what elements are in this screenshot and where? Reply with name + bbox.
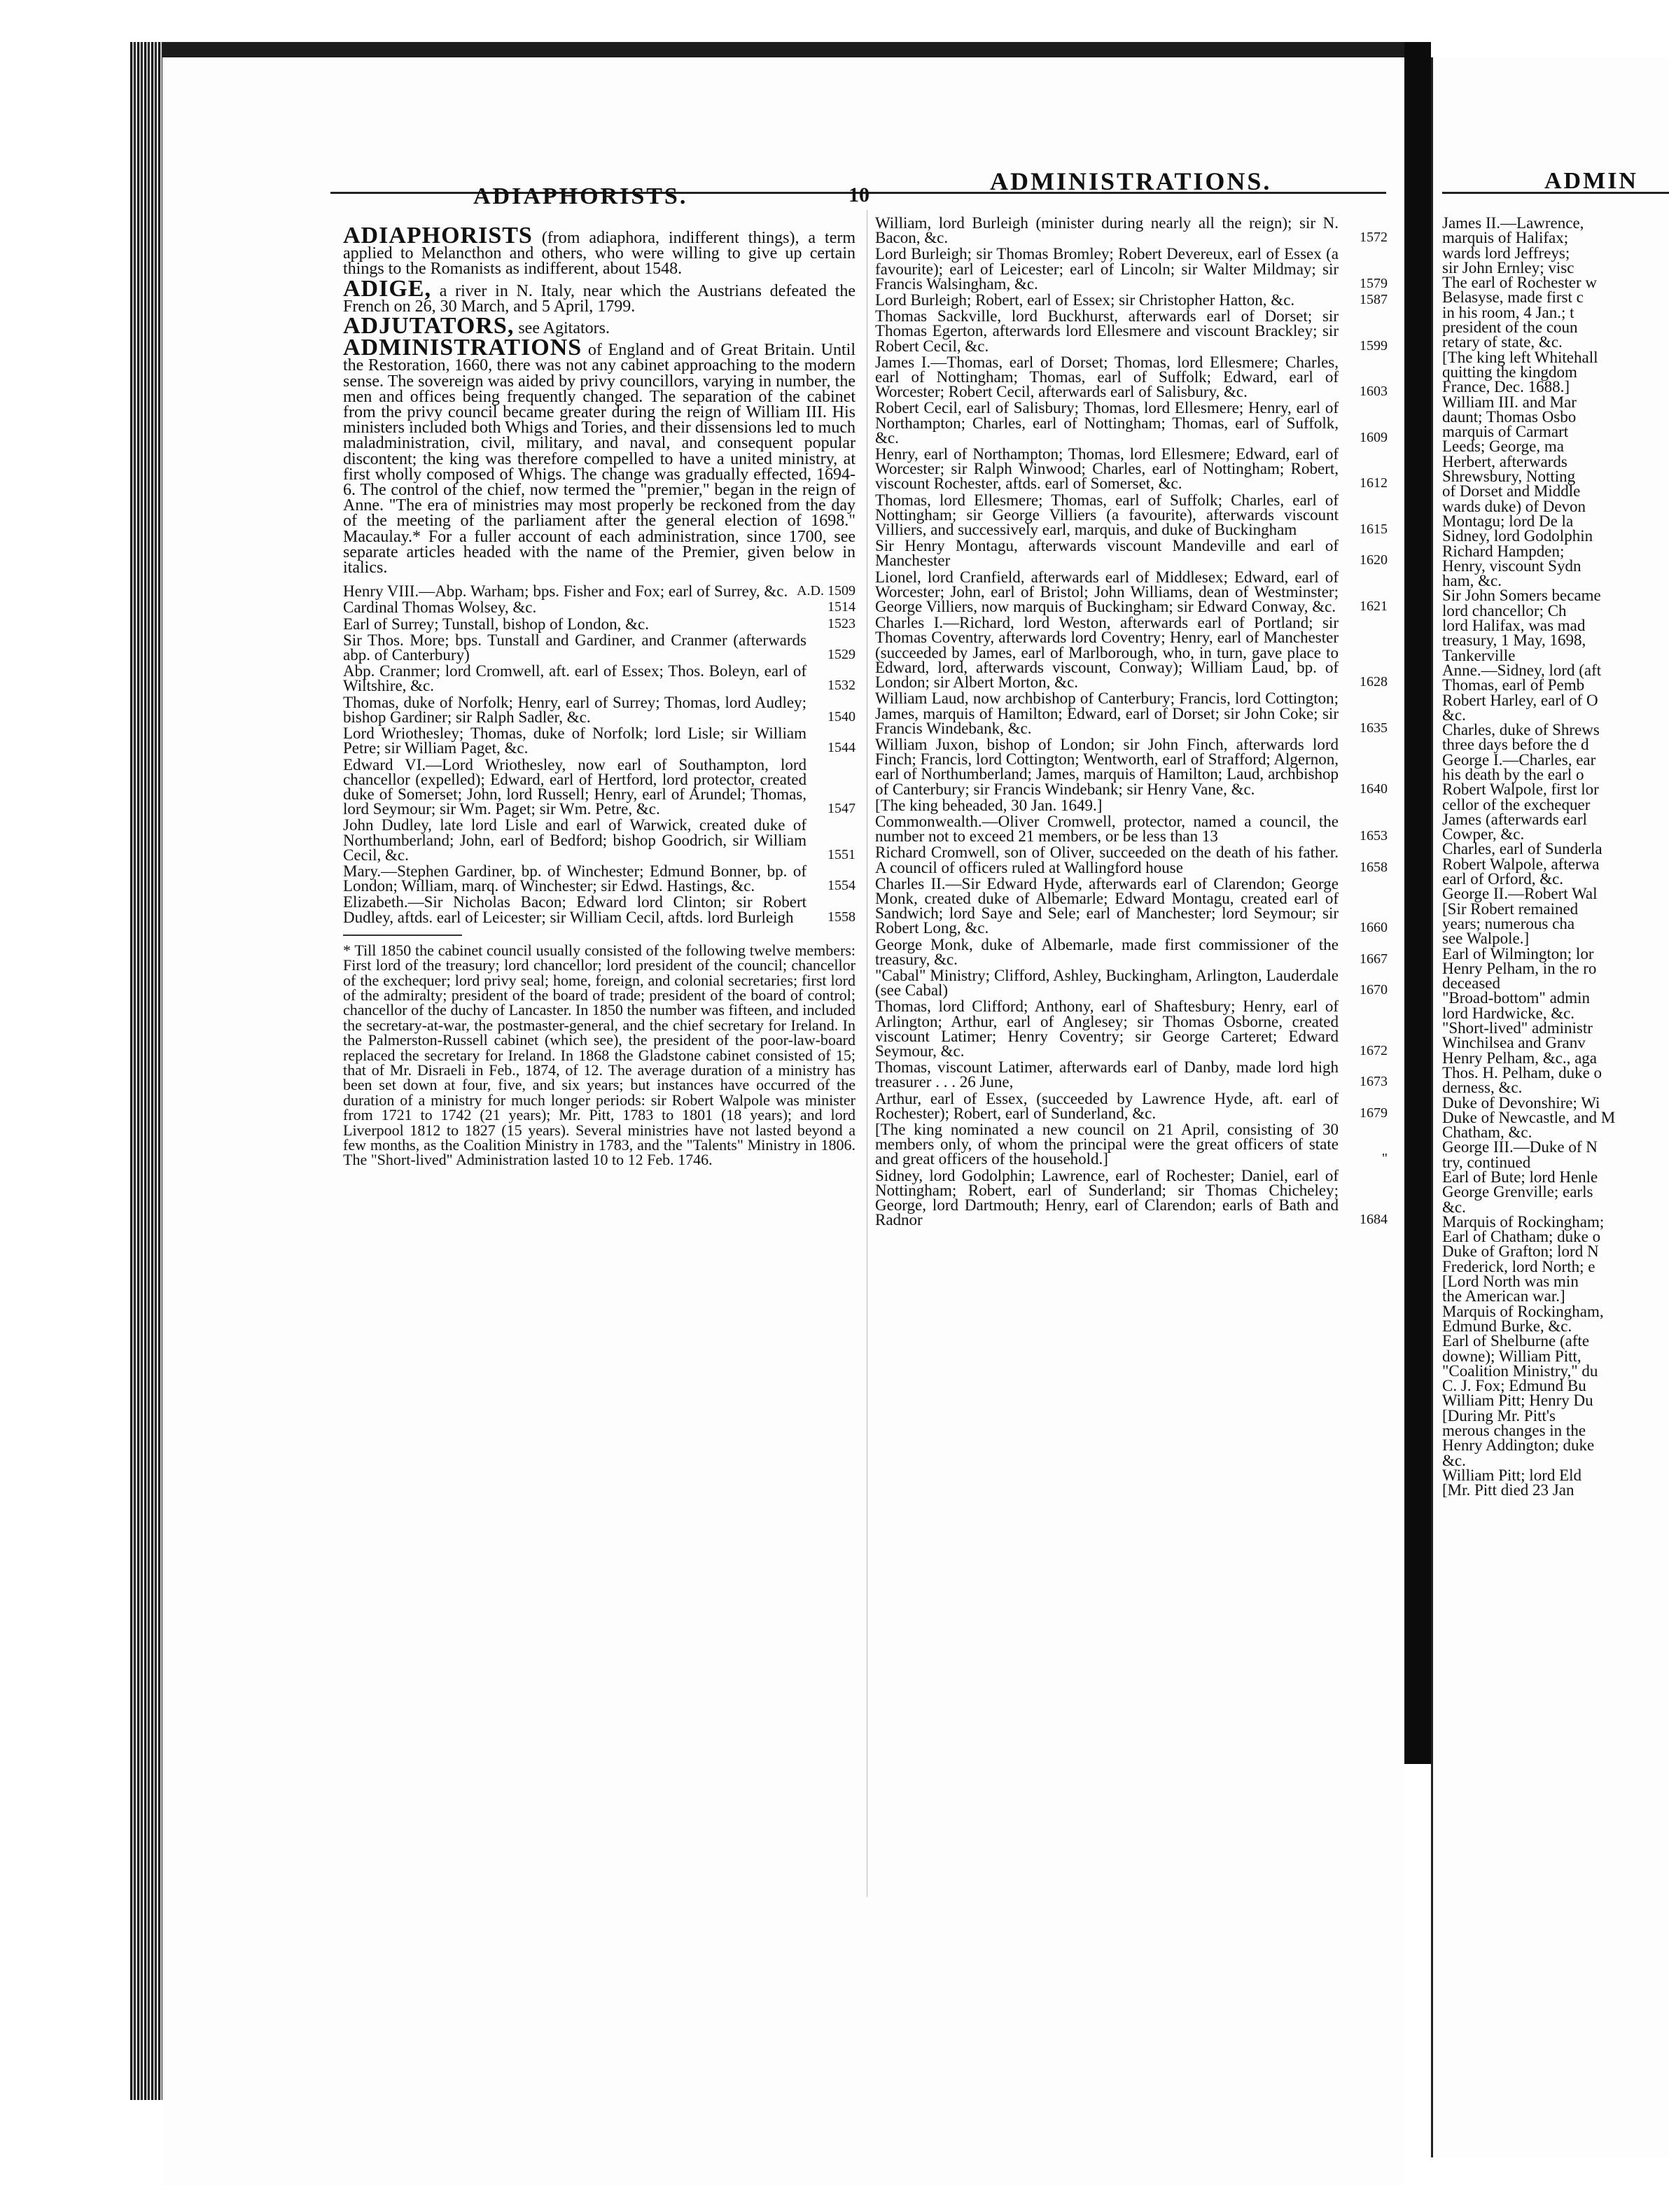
page-number: 10 <box>849 183 870 206</box>
entry-text: (from adiaphora, indifferent things), a term applied to Melancthon and others, who were willing to give up certain things to the Romanists as indifferent, about 1548. <box>343 229 856 279</box>
entry-text: Commonwealth.—Oliver Cromwell, protector, named a council, the number not to exceed 21 members, or be less than 13 <box>875 812 1339 846</box>
list-item <box>875 216 1388 245</box>
entry-year: 1640 <box>1360 780 1388 797</box>
list-item <box>875 615 1388 690</box>
fragment-line: Thos. H. Pelham, duke o <box>1442 1063 1602 1082</box>
fragment-line: Leeds; George, ma <box>1442 438 1564 456</box>
entry-text: Sir Thos. More; bps. Tunstall and Gardiner, and Cranmer (afterwards abp. of Canterbury) <box>343 631 806 664</box>
fragment-line: Edmund Burke, &c. <box>1442 1317 1572 1335</box>
fragment-line: Henry Addington; duke <box>1442 1436 1595 1455</box>
entry-year: 1672 <box>1360 1042 1388 1058</box>
fragment-line: [Sir Robert remained <box>1442 899 1579 918</box>
entry-headword: ADIGE, <box>343 275 431 302</box>
entry-year: 1667 <box>1360 951 1388 967</box>
fragment-line: his death by the earl o <box>1442 765 1584 783</box>
list-item <box>875 798 1388 813</box>
entry-year: 1615 <box>1360 522 1388 538</box>
entry-headword: ADMINISTRATIONS <box>343 335 582 361</box>
list-item <box>875 538 1388 568</box>
entry-text: Sir Henry Montagu, afterwards viscount Mandeville and earl of Manchester <box>875 537 1339 570</box>
list-item <box>875 1168 1388 1228</box>
entry-text: Henry VIII.—Abp. Warham; bps. Fisher and Fox; earl of Surrey, &c. <box>343 582 788 601</box>
fragment-line: Duke of Devonshire; Wi <box>1442 1093 1600 1112</box>
fragment-line: cellor of the exchequer <box>1442 795 1591 813</box>
entry-year: 1621 <box>1360 598 1388 615</box>
entry-text: Arthur, earl of Essex, (succeeded by Lawrence Hyde, aft. earl of Rochester); Robert, earl of Sunderland, &c. <box>875 1089 1339 1122</box>
left-paragraph <box>343 223 856 279</box>
fragment-line: Earl of Shelburne (afte <box>1442 1332 1590 1350</box>
fragment-line: William III. and Mar <box>1442 393 1577 411</box>
entry-text: William Laud, now archbishop of Canterbury; Francis, lord Cottington; James, marquis of Hamilton; Edward, earl of Dorset; sir John Coke; sir Francis Windebank, &c. <box>875 690 1339 737</box>
fragment-line: Shrewsbury, Notting <box>1442 468 1576 486</box>
fragment-line: lord Hardwicke, &c. <box>1442 1004 1575 1022</box>
fragment-line: marquis of Halifax; <box>1442 229 1569 247</box>
entry-year: 1532 <box>827 678 856 694</box>
list-item <box>875 876 1388 936</box>
fragment-line: marquis of Carmart <box>1442 423 1569 441</box>
entry-year: 1653 <box>1360 828 1388 844</box>
entry-text: Robert Cecil, earl of Salisbury; Thomas, lord Ellesmere; Henry, earl of Northampton; Charles, earl of Nottingham; Thomas, earl of Suffolk, &c. <box>875 399 1339 447</box>
entry-text: Elizabeth.—Sir Nicholas Bacon; Edward lord Clinton; sir Robert Dudley, aftds. earl of Leicester; sir William Cecil, aftds. lord Burleigh <box>343 893 806 926</box>
list-item <box>875 570 1388 615</box>
entry-year: 1523 <box>827 615 856 631</box>
list-item <box>875 246 1388 291</box>
fragment-line: The earl of Rochester w <box>1442 274 1597 292</box>
fragment-line: [Lord North was min <box>1442 1273 1579 1291</box>
fragment-line: merous changes in the <box>1442 1422 1586 1440</box>
fragment-line: Thomas, earl of Pemb <box>1442 676 1585 694</box>
list-item <box>343 695 856 724</box>
list-item <box>343 864 856 893</box>
footnote: * Till 1850 the cabinet council usually consisted of the following twelve members: First lord of the treasury; lord chancellor; lord president of the council; chancellor of the exchequer; lord privy seal; home, foreign, and colonial secretaries; first lord of the admiralty; president of the board of trade; president of the board of control; chancellor of the duchy of Lancaster. In 1850 the number was fifteen, and included the secretary-at-war, the postmaster-general, and the chief secretary for Ireland. In the Palmerston-Russell cabinet (which see), the president of the poor-law-board replaced the secretary for Ireland. In 1868 the Gladstone cabinet consisted of 15; that of Mr. Disraeli in Feb., 1874, of 12. The average duration of a ministry has been set down at four, five, and six years; but instances have occurred of the duration of a ministry for much longer periods: sir Robert Walpole was minister from 1721 to 1742 (21 years); Mr. Pitt, 1783 to 1801 (18 years); and lord Liverpool 1812 to 1827 (15 years). Several ministries have not lasted beyond a few months, as the Coalition Ministry in 1783, and the "Talents" Ministry in 1806. The "Short-lived" Administration lasted 10 to 12 Feb. 1746. <box>343 941 856 1169</box>
fragment-line: Chatham, &c. <box>1442 1124 1532 1142</box>
fragment-line: Robert Walpole, afterwa <box>1442 855 1600 873</box>
entry-year: 1579 <box>1360 275 1388 291</box>
entry-year: 1551 <box>827 846 856 862</box>
fragment-line: Marquis of Rockingham; <box>1442 1212 1605 1231</box>
fragment-line: three days before the d <box>1442 736 1589 754</box>
fragment-line: derness, &c. <box>1442 1079 1523 1097</box>
entry-year: 1529 <box>827 647 856 663</box>
entry-year: A.D. 1509 <box>797 583 856 599</box>
fragment-line: William Pitt; Henry Du <box>1442 1392 1593 1410</box>
fragment-line: "Broad-bottom" admin <box>1442 989 1591 1007</box>
fragment-line: [Mr. Pitt died 23 Jan <box>1442 1481 1574 1499</box>
list-item <box>875 814 1388 844</box>
list-item <box>343 617 856 631</box>
fragment-line: Robert Harley, earl of O <box>1442 691 1598 709</box>
fragment-line: [During Mr. Pitt's <box>1442 1406 1556 1424</box>
list-item <box>343 818 856 862</box>
fragment-line: try, continued <box>1442 1153 1531 1171</box>
fragment-line: wards lord Jeffreys; <box>1442 244 1570 262</box>
list-item <box>343 582 856 601</box>
list-item <box>875 1122 1388 1167</box>
list-item <box>875 355 1388 400</box>
running-head-center: ADMINISTRATIONS. <box>990 167 1272 195</box>
entry-year: 1599 <box>1360 337 1388 354</box>
entry-year: 1620 <box>1360 552 1388 568</box>
entry-text: William, lord Burleigh (minister during nearly all the reign); sir N. Bacon, &c. <box>875 214 1339 247</box>
entry-text: Lord Burleigh; Robert, earl of Essex; sir Christopher Hatton, &c. <box>875 291 1295 309</box>
entry-year: 1684 <box>1360 1212 1388 1228</box>
fragment-line: Earl of Wilmington; lor <box>1442 944 1594 962</box>
list-item <box>343 726 856 755</box>
entry-text: Thomas, viscount Latimer, afterwards earl of Danby, made lord high treasurer . . . 26 June, <box>875 1058 1339 1091</box>
list-item <box>875 400 1388 445</box>
fragment-line: years; numerous cha <box>1442 914 1575 932</box>
middle-column <box>875 214 1388 1227</box>
entry-year: 1572 <box>1360 230 1388 246</box>
entry-year: 1544 <box>827 740 856 756</box>
entry-text: James I.—Thomas, earl of Dorset; Thomas, lord Ellesmere; Charles, earl of Nottingham; Thomas, earl of Suffolk; Edward, earl of Worcester; Robert Cecil, afterwards earl of Salisbury, &c. <box>875 353 1339 401</box>
book-top-edge <box>130 42 1404 57</box>
list-item <box>875 493 1388 538</box>
entry-text: Thomas, lord Ellesmere; Thomas, earl of Suffolk; Charles, earl of Nottingham; sir George Villiers (a favourite), afterwards viscount Villiers, and successively earl, marquis, and duke of Buckingham <box>875 491 1339 539</box>
entry-text: Charles I.—Richard, lord Weston, afterwards earl of Portland; sir Thomas Coventry, afterwards lord Coventry; Henry, earl of Manchester (succeeded by James, earl of Marlborough, who, in turn, gave place to Edward, lord, afterwards viscount, Conway); William Laud, bp. of London; sir Albert Morton, &c. <box>875 614 1339 692</box>
running-head-right: ADMIN <box>1544 168 1638 194</box>
entry-text: Thomas, duke of Norfolk; Henry, earl of Surrey; Thomas, lord Audley; bishop Gardiner; sir Ralph Sadler, &c. <box>343 693 806 726</box>
entry-headword: ADIAPHORISTS <box>343 223 533 248</box>
entry-text: Thomas Sackville, lord Buckhurst, afterwards earl of Dorset; sir Thomas Egerton, afterwards lord Ellesmere and viscount Brackley; sir Robert Cecil, &c. <box>875 307 1339 355</box>
fragment-line: William Pitt; lord Eld <box>1442 1466 1582 1484</box>
fragment-line: ham, &c. <box>1442 572 1502 590</box>
entry-year: 1603 <box>1360 384 1388 400</box>
left-entries <box>343 584 856 924</box>
list-item <box>875 966 1388 1000</box>
fragment-line: Montagu; lord De la <box>1442 512 1574 530</box>
list-item <box>875 845 1388 874</box>
list-item <box>343 633 856 662</box>
entry-year: 1554 <box>827 878 856 894</box>
fragment-line: lord Halifax, was mad <box>1442 617 1586 635</box>
fragment-line: Robert Walpole, first lor <box>1442 780 1599 799</box>
list-item <box>875 1060 1388 1089</box>
fragment-line: earl of Orford, &c. <box>1442 870 1564 888</box>
entry-text: Earl of Surrey; Tunstall, bishop of London, &c. <box>343 615 649 633</box>
entry-year: 1635 <box>1360 720 1388 736</box>
entry-text: Abp. Cranmer; lord Cromwell, aft. earl of Essex; Thos. Boleyn, earl of Wiltshire, &c. <box>343 662 806 695</box>
fragment-line: Earl of Bute; lord Henle <box>1442 1168 1598 1186</box>
entry-year: " <box>1381 1151 1388 1167</box>
fragment-line: Tankerville <box>1442 646 1516 664</box>
entry-text: see Agitators. <box>518 319 610 338</box>
fragment-line: &c. <box>1442 1198 1466 1216</box>
entry-text: Lionel, lord Cranfield, afterwards earl of Middlesex; Edward, earl of Worcester; John, earl of Bristol; John Williams, dean of Westminster; George Villiers, now marquis of Buckingham; sir Edward Conway, &c. <box>875 568 1339 616</box>
fragment-line: Marquis of Rockingham, <box>1442 1302 1604 1320</box>
entry-year: 1514 <box>827 599 856 615</box>
fragment-line: Henry Pelham, &c., aga <box>1442 1049 1597 1067</box>
fragment-line: Winchilsea and Granv <box>1442 1034 1586 1052</box>
fragment-line: Duke of Grafton; lord N <box>1442 1242 1599 1261</box>
fragment-line: Henry Pelham, in the ro <box>1442 959 1597 977</box>
fragment-line: George III.—Duke of N <box>1442 1138 1598 1156</box>
fragment-line: &c. <box>1442 1451 1466 1469</box>
list-item <box>343 664 856 693</box>
fragment-line: Sir John Somers became <box>1442 587 1601 605</box>
fragment-line: the American war.] <box>1442 1287 1565 1306</box>
fragment-line: George II.—Robert Wal <box>1442 885 1598 903</box>
fragment-line: president of the coun <box>1442 318 1578 337</box>
entry-text: Cardinal Thomas Wolsey, &c. <box>343 598 537 617</box>
entry-text: a river in N. Italy, near which the Austrians defeated the French on 26, 30 March, and 5 April, 1799. <box>343 281 856 316</box>
fragment-line: deceased <box>1442 974 1500 993</box>
fragment-line: daunt; Thomas Osbo <box>1442 407 1577 426</box>
entry-headword: ADJUTATORS, <box>343 313 515 340</box>
fragment-line: retary of state, &c. <box>1442 333 1563 351</box>
running-head-left: ADIAPHORISTS. <box>473 183 688 209</box>
fragment-line: Henry, viscount Sydn <box>1442 556 1581 575</box>
left-paragraph <box>343 275 856 316</box>
entry-year: 1679 <box>1360 1105 1388 1121</box>
fragment-line: [The king left Whitehall <box>1442 348 1598 366</box>
entry-year: 1540 <box>827 708 856 724</box>
fragment-line: Cowper, &c. <box>1442 825 1525 844</box>
fragment-line: Herbert, afterwards <box>1442 452 1567 470</box>
fragment-line: James (afterwards earl <box>1442 810 1587 828</box>
fragment-line: "Short-lived" administr <box>1442 1019 1593 1037</box>
fragment-line: Charles, duke of Shrews <box>1442 721 1600 739</box>
entry-text: William Juxon, bishop of London; sir John Finch, afterwards lord Finch; Francis, lord Cottington; Wentworth, earl of Strafford; Algernon, earl of Northumberland; James, marquis of Hamilton; Laud, archbishop of Canterbury; sir Francis Windebank; sir Henry Vane, &c. <box>875 735 1339 798</box>
fragment-line: of Dorset and Middle <box>1442 482 1581 500</box>
entry-text: Edward VI.—Lord Wriothesley, now earl of Southampton, lord chancellor (expelled); Edward, earl of Hertford, lord protector, created duke of Somerset; John, lord Russell; Henry, earl of Arundel; Thomas, lord Seymour; sir Wm. Paget; sir Wm. Petre, &c. <box>343 755 806 818</box>
fragment-line: quitting the kingdom <box>1442 363 1577 381</box>
entry-year: 1547 <box>827 801 856 817</box>
entry-text: Mary.—Stephen Gardiner, bp. of Winchester; Edmund Bonner, bp. of London; William, marq. of Winchester; sir Edwd. Hastings, &c. <box>343 862 806 895</box>
list-item <box>343 600 856 615</box>
fragment-line: James II.—Lawrence, <box>1442 216 1584 232</box>
fragment-line: &c. <box>1442 706 1466 724</box>
fragment-line: lord chancellor; Ch <box>1442 601 1567 620</box>
fragment-line: France, Dec. 1688.] <box>1442 378 1570 396</box>
fragment-line: sir John Ernley; visc <box>1442 258 1574 276</box>
left-paragraphs <box>343 223 856 578</box>
left-paragraph <box>343 335 856 578</box>
footnote-rule <box>343 934 462 936</box>
list-item <box>875 1091 1388 1121</box>
entry-text: John Dudley, late lord Lisle and earl of Warwick, created duke of Northumberland; John, earl of Bedford; bishop Goodrich, sir William Cecil, &c. <box>343 816 806 864</box>
book-page-edges <box>130 42 162 2100</box>
list-item <box>875 309 1388 354</box>
fragment-line: Earl of Chatham; duke o <box>1442 1228 1601 1246</box>
entry-year: 1670 <box>1360 982 1388 998</box>
entry-text: [The king beheaded, 30 Jan. 1649.] <box>875 796 1103 814</box>
list-item <box>875 937 1388 967</box>
entry-text: Thomas, lord Clifford; Anthony, earl of Shaftesbury; Henry, earl of Arlington; Arthur, earl of Anglesey; sir Thomas Osborne, created viscount Latimer; Henry Coventry; sir George Carteret; Edward Seymour, &c. <box>875 997 1339 1060</box>
entry-text: Henry, earl of Northampton; Thomas, lord Ellesmere; Edward, earl of Worcester; sir Ralph Winwood; Charles, earl of Nottingham; Robert, viscount Rochester, aftds. earl of Somerset, &c. <box>875 445 1339 493</box>
fragment-line: Belasyse, made first c <box>1442 288 1584 307</box>
fragment-line: Charles, earl of Sunderla <box>1442 840 1602 858</box>
fragment-line: "Coalition Ministry," du <box>1442 1362 1598 1380</box>
fragment-line: Frederick, lord North; e <box>1442 1257 1595 1275</box>
entry-text: "Cabal" Ministry; Clifford, Ashley, Buckingham, Arlington, Lauderdale (see Cabal) <box>875 966 1339 1000</box>
fragment-line: wards duke) of Devon <box>1442 497 1586 515</box>
list-item <box>875 447 1388 491</box>
right-column-fragment <box>1442 216 1669 2162</box>
book-gutter <box>1404 42 1431 1764</box>
fragment-line: Sidney, lord Godolphin <box>1442 527 1593 545</box>
entry-year: 1658 <box>1360 859 1388 875</box>
entry-year: 1609 <box>1360 429 1388 445</box>
entry-year: 1660 <box>1360 920 1388 936</box>
left-column <box>343 223 856 1169</box>
fragment-line: treasury, 1 May, 1698, <box>1442 631 1586 650</box>
fragment-line: see Walpole.] <box>1442 930 1530 948</box>
entry-text: Charles II.—Sir Edward Hyde, afterwards earl of Clarendon; George Monk, created duke of Albemarle; Edward Montagu, created earl of Sandwich; lord Saye and Sele; earl of Manchester; lord Seymour; sir Robert Long, &c. <box>875 874 1339 937</box>
entry-text: [The king nominated a new council on 21 April, consisting of 30 members only, of whom the principal were the great officers of state and great officers of the household.] <box>875 1120 1339 1168</box>
entry-text: Lord Wriothesley; Thomas, duke of Norfolk; lord Lisle; sir William Petre; sir William Paget, &c. <box>343 724 806 757</box>
fragment-line: C. J. Fox; Edmund Bu <box>1442 1377 1586 1395</box>
fragment-line: Anne.—Sidney, lord (aft <box>1442 661 1602 679</box>
entry-text: of England and of Great Britain. Until the Restoration, 1660, there was not any cabinet approaching to the modern sense. The sovereign was aided by privy councillors, varying in number, the men and offices being frequently changed. The separation of the cabinet from the privy council became greater during the reign of William III. His ministers included both Whigs and Tories, and their dissensions led to much maladministration, civil, military, and naval, and consequent popular discontent; the king was therefore compelled to have a united ministry, at first wholly composed of Whigs. The change was gradually effected, 1694-6. The control of the chief, now termed the "premier," began in the reign of Anne. "The era of ministries may most properly be reckoned from the day of the meeting of the parliament after the general election of 1698." Macaulay.* For a fuller account of each administration, since 1700, see separate articles headed with the name of the Premier, given below in italics. <box>343 341 856 578</box>
list-item <box>343 757 856 817</box>
list-item <box>875 737 1388 797</box>
entry-year: 1612 <box>1360 475 1388 491</box>
entry-text: Richard Cromwell, son of Oliver, succeeded on the death of his father. A council of officers ruled at Wallingford house <box>875 844 1339 876</box>
fragment-line: Duke of Newcastle, and M <box>1442 1108 1616 1126</box>
entry-year: 1628 <box>1360 674 1388 690</box>
left-paragraph <box>343 313 856 340</box>
entry-year: 1587 <box>1360 292 1388 308</box>
entry-text: George Monk, duke of Albemarle, made first commissioner of the treasury, &c. <box>875 935 1339 968</box>
list-item <box>343 895 856 924</box>
entry-year: 1558 <box>827 909 856 925</box>
list-item <box>875 999 1388 1058</box>
fragment-line: in his room, 4 Jan.; t <box>1442 303 1574 321</box>
list-item <box>875 293 1388 307</box>
entry-year: 1673 <box>1360 1074 1388 1090</box>
entry-text: Sidney, lord Godolphin; Lawrence, earl of Rochester; Daniel, earl of Nottingham; Robert, earl of Sunderland; sir Thomas Chicheley; George, lord Dartmouth; Henry, earl of Clarendon; earls of Bath and Radnor <box>875 1166 1339 1229</box>
list-item <box>875 691 1388 736</box>
fragment-line: Richard Hampden; <box>1442 542 1565 560</box>
fragment-line: George Grenville; earls <box>1442 1183 1593 1201</box>
fragment-line: downe); William Pitt, <box>1442 1347 1581 1365</box>
fragment-line: George I.—Charles, ear <box>1442 750 1596 769</box>
entry-text: Lord Burleigh; sir Thomas Bromley; Robert Devereux, earl of Essex (a favourite); earl of Leicester; earl of Lincoln; sir Walter Mildmay; sir Francis Walsingham, &c. <box>875 245 1339 293</box>
